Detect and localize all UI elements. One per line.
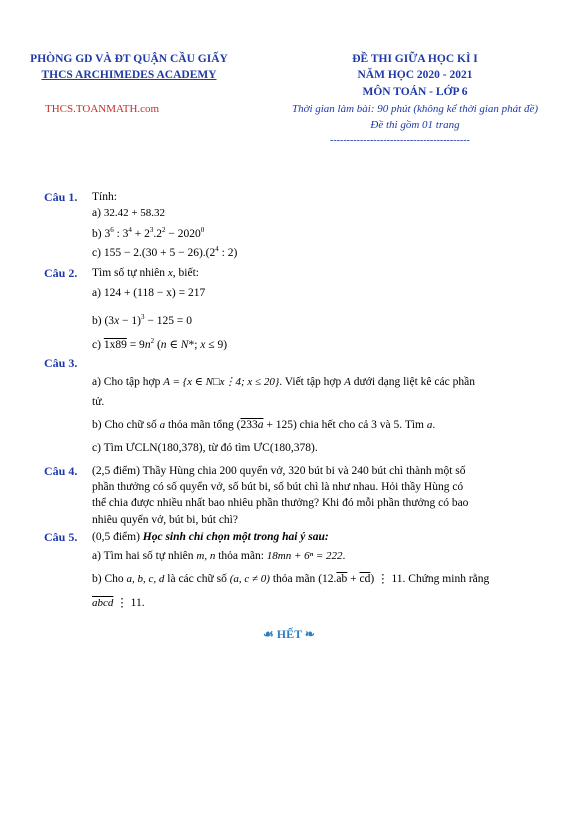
q1-a-expr: 32.42 + 58.32	[103, 207, 166, 219]
q5-intro	[92, 530, 329, 545]
q5-b-text3: thỏa mãn	[272, 573, 316, 585]
q2-c	[92, 334, 227, 353]
exam-title: ĐỀ THI GIỮA HỌC KÌ I	[352, 53, 478, 65]
q3-b-text1: b) Cho chữ số	[92, 419, 157, 431]
q4-line3: thể chia được nhiều nhất bao nhiêu phần thưởng? Khi đó mỗi phần thưởng có bao	[92, 497, 469, 509]
q5-intro-bold: Học sinh chỉ chọn một trong hai ý sau:	[142, 531, 329, 543]
q1-c	[92, 242, 237, 261]
q5-b-vars: a, b, c, d	[126, 573, 165, 585]
q2-label: Câu 2.	[44, 266, 78, 280]
q3-a-var: A	[344, 376, 351, 388]
q1-a	[92, 206, 165, 221]
q4-line2: phần thưởng có số quyển vở, số bút bi, số bút chì là như nhau. Hỏi thầy Hùng có	[92, 481, 464, 493]
q3-b-var2: a	[426, 419, 433, 431]
q5-a-tail: .	[342, 550, 346, 562]
q1-a-prefix: a)	[92, 207, 101, 219]
exam-time: Thời gian làm bài: 90 phút (không kể thời gian phát đề)	[291, 103, 539, 115]
q1-intro: Tính:	[92, 191, 117, 203]
q2-intro-var: x	[167, 267, 173, 279]
school-year: NĂM HỌC 2020 - 2021	[357, 69, 473, 81]
exam-pages: Đề thi gồm 01 trang	[370, 119, 460, 131]
q5-label: Câu 5.	[44, 530, 78, 544]
q4-line4: nhiêu quyển vở, bút bi, bút chì?	[92, 514, 238, 526]
q3-b	[92, 418, 435, 433]
q5-a-vars: m, n	[196, 550, 216, 562]
subject-grade: MÔN TOÁN - LỚP 6	[362, 86, 468, 98]
q5-a	[92, 549, 345, 564]
q1-b-expr: $3^6$ : $3^4 + 2^3.2^2 - 2020^0$	[104, 226, 205, 240]
school-name: THCS ARCHIMEDES ACADEMY	[41, 69, 217, 81]
q5-b-line2	[92, 596, 145, 611]
q5-a-text2: thỏa mãn:	[218, 550, 264, 562]
q2-b	[92, 310, 192, 329]
q5-b-expr: $(12.\overline{ab} + \overline{cd})$ ⋮ 11.	[318, 573, 406, 585]
q3-b-text3: chia hết cho cả 3 và 5. Tìm	[299, 419, 424, 431]
q2-b-expr: $(3x - 1)^3 - 125 = 0$	[104, 313, 192, 327]
q1-c-prefix: c)	[92, 246, 101, 259]
q3-a-line1	[92, 375, 475, 390]
q5-a-text1: a) Tìm hai số tự nhiên	[92, 550, 194, 562]
q5-b-text4: Chứng minh rằng	[408, 573, 490, 585]
q4-line1: (2,5 điểm) Thầy Hùng chia 200 quyển vở, 320 bút bi và 240 bút chì thành một số	[92, 465, 466, 477]
q3-label: Câu 3.	[44, 356, 78, 370]
q2-intro-tail: , biết:	[172, 267, 199, 279]
school-department: PHÒNG GD VÀ ĐT QUẬN CẦU GIẤY	[30, 53, 228, 65]
q1-b-prefix: b)	[92, 227, 102, 240]
q3-b-text4: .	[432, 419, 436, 431]
q1-label: Câu 1.	[44, 190, 78, 204]
q1-c-expr: $155 - 2.(30 + 5 - 26).(2^4$ : 2)	[103, 245, 238, 259]
q3-b-expr: (233a + 125)	[236, 419, 297, 431]
end-marker: ☙ HẾT ❧	[263, 627, 315, 641]
q2-c-expr: $1x89 = 9n^2$ (n ∈ N*; x ≤ 9)	[103, 337, 228, 351]
q3-a-text1: a) Cho tập hợp	[92, 376, 161, 388]
q1-b	[92, 223, 204, 242]
q5-a-expr: 18mn + 6ⁿ = 222	[266, 550, 343, 562]
q3-c: c) Tìm ƯCLN(180,378), từ đó tìm ƯC(180,378).	[92, 442, 318, 454]
q3-a-line2: tử.	[92, 396, 105, 408]
q2-b-prefix: b)	[92, 314, 102, 327]
q2-a-prefix: a)	[92, 287, 101, 299]
q2-a	[92, 286, 205, 301]
q2-intro-text: Tìm số tự nhiên	[92, 267, 165, 279]
q4-label: Câu 4.	[44, 464, 78, 478]
q5-b-line1	[92, 572, 489, 587]
q3-a-text3: dưới dạng liệt kê các phần	[353, 376, 475, 388]
q2-c-prefix: c)	[92, 338, 101, 351]
q5-b-text1: b) Cho	[92, 573, 124, 585]
q5-b-text2: là các chữ số	[167, 573, 227, 585]
source-text: THCS.TOANMATH.com	[45, 103, 160, 115]
q5-intro-text: (0,5 điểm)	[92, 531, 140, 543]
q2-intro	[92, 266, 199, 281]
q3-a-set: A = {x ∈ N□x⋮4; x ≤ 20}	[163, 376, 280, 388]
q5-b-cond: (a, c ≠ 0)	[229, 573, 270, 585]
q3-b-text2: thỏa mãn tổng	[167, 419, 234, 431]
q2-a-expr: 124 + (118 − x) = 217	[103, 287, 206, 299]
header-divider: ------------------------------------------	[330, 135, 470, 146]
q3-a-text2: . Viết tập hợp	[279, 376, 342, 388]
q3-b-var: a	[159, 419, 166, 431]
q5-b-tail: ⋮ 11.	[116, 597, 145, 609]
q5-b-abcd: abcd	[92, 597, 114, 609]
